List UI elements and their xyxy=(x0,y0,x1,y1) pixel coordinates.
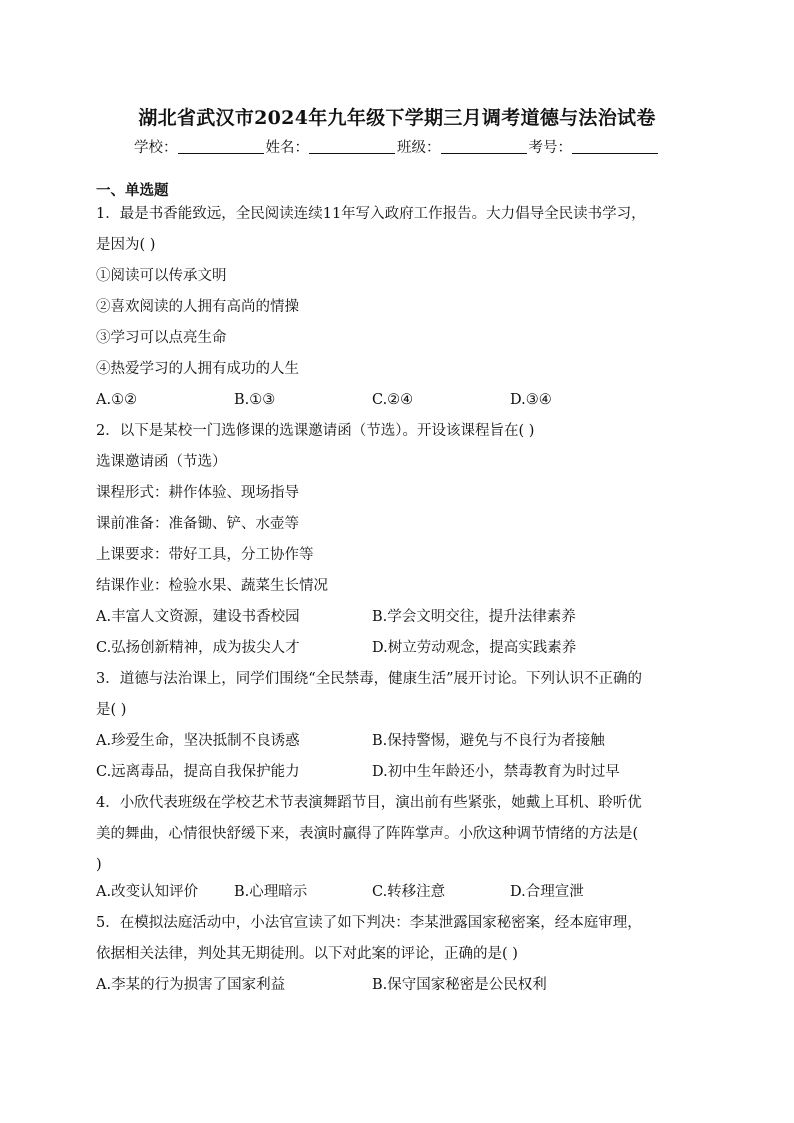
q3-stem-line1: 3．道德与法治课上，同学们围绕“全民禁毒，健康生活”展开讨论。下列认识不正确的 xyxy=(96,671,643,687)
number-blank[interactable] xyxy=(572,139,658,154)
q4-option-d[interactable]: D.合理宣泄 xyxy=(510,884,584,900)
q1-option-a[interactable]: A.①② xyxy=(96,392,138,408)
q3-option-c[interactable]: C.远离毒品，提高自我保护能力 xyxy=(96,764,300,780)
number-label: 考号： xyxy=(528,140,572,156)
q2-option-a[interactable]: A.丰富人文资源，建设书香校园 xyxy=(96,609,300,625)
name-blank[interactable] xyxy=(309,139,395,154)
q1-option-b[interactable]: B.①③ xyxy=(234,392,276,408)
q3-option-d[interactable]: D.初中生年龄还小，禁毒教育为时过早 xyxy=(372,764,620,780)
q1-option-d[interactable]: D.③④ xyxy=(510,392,552,408)
q3-stem-line2: 是( ) xyxy=(96,702,127,718)
section-heading: 一、单选题 xyxy=(96,182,169,199)
q1-option-c[interactable]: C.②④ xyxy=(372,392,414,408)
q1-stem-line2: 是因为( ) xyxy=(96,237,156,253)
q5-option-b[interactable]: B.保守国家秘密是公民权利 xyxy=(372,977,547,993)
q2-option-d[interactable]: D.树立劳动观念，提高实践素养 xyxy=(372,640,577,656)
name-field[interactable] xyxy=(266,136,398,157)
q1-stem-line1: 1．最是书香能致远，全民阅读连续11年写入政府工作报告。大力倡导全民读书学习， xyxy=(96,206,646,222)
q3-option-a[interactable]: A.珍爱生命，坚决抵制不良诱惑 xyxy=(96,733,300,749)
q1-item-4: ④热爱学习的人拥有成功的人生 xyxy=(96,361,299,377)
q4-option-b[interactable]: B.心理暗示 xyxy=(234,884,308,900)
q4-option-c[interactable]: C.转移注意 xyxy=(372,884,446,900)
student-info-row xyxy=(0,136,794,157)
q2-stem-line1: 2．以下是某校一门选修课的选课邀请函（节选）。开设该课程旨在( ) xyxy=(96,423,535,439)
q3-option-b[interactable]: B.保持警惕，避免与不良行为者接触 xyxy=(372,733,605,749)
q4-stem-line2: 美的舞曲，心情很快舒缓下来，表演时赢得了阵阵掌声。小欣这种调节情绪的方法是( xyxy=(96,826,639,842)
exam-title: 湖北省武汉市2024年九年级下学期三月调考道德与法治试卷 xyxy=(138,107,656,129)
q2-item-5: 结课作业：检验水果、蔬菜生长情况 xyxy=(96,578,328,594)
name-label: 姓名： xyxy=(265,140,309,156)
class-field[interactable] xyxy=(397,136,529,157)
q2-item-3: 课前准备：准备锄、铲、水壶等 xyxy=(96,516,299,532)
class-label: 班级： xyxy=(397,140,441,156)
q1-item-1: ①阅读可以传承文明 xyxy=(96,268,227,284)
q2-option-b[interactable]: B.学会文明交往，提升法律素养 xyxy=(372,609,576,625)
school-field[interactable] xyxy=(134,136,266,157)
school-blank[interactable] xyxy=(178,139,264,154)
q2-item-2: 课程形式：耕作体验、现场指导 xyxy=(96,485,299,501)
q1-item-3: ③学习可以点亮生命 xyxy=(96,330,227,346)
q5-stem-line2: 依据相关法律，判处其无期徒刑。以下对此案的评论，正确的是( ) xyxy=(96,946,518,962)
q4-stem-line3: ) xyxy=(96,857,102,873)
q1-item-2: ②喜欢阅读的人拥有高尚的情操 xyxy=(96,299,299,315)
number-field[interactable] xyxy=(529,136,661,157)
q4-stem-line1: 4．小欣代表班级在学校艺术节表演舞蹈节目，演出前有些紧张，她戴上耳机、聆听优 xyxy=(96,795,642,811)
q5-option-a[interactable]: A.李某的行为损害了国家利益 xyxy=(96,977,286,993)
q2-option-c[interactable]: C.弘扬创新精神，成为拔尖人才 xyxy=(96,640,300,656)
q2-item-4: 上课要求：带好工具，分工协作等 xyxy=(96,547,314,563)
school-label: 学校： xyxy=(134,140,178,156)
q4-option-a[interactable]: A.改变认知评价 xyxy=(96,884,199,900)
q5-stem-line1: 5．在模拟法庭活动中，小法官宣读了如下判决：李某泄露国家秘密案，经本庭审理， xyxy=(96,915,642,931)
class-blank[interactable] xyxy=(441,139,527,154)
q2-item-1: 选课邀请函（节选） xyxy=(96,454,227,470)
